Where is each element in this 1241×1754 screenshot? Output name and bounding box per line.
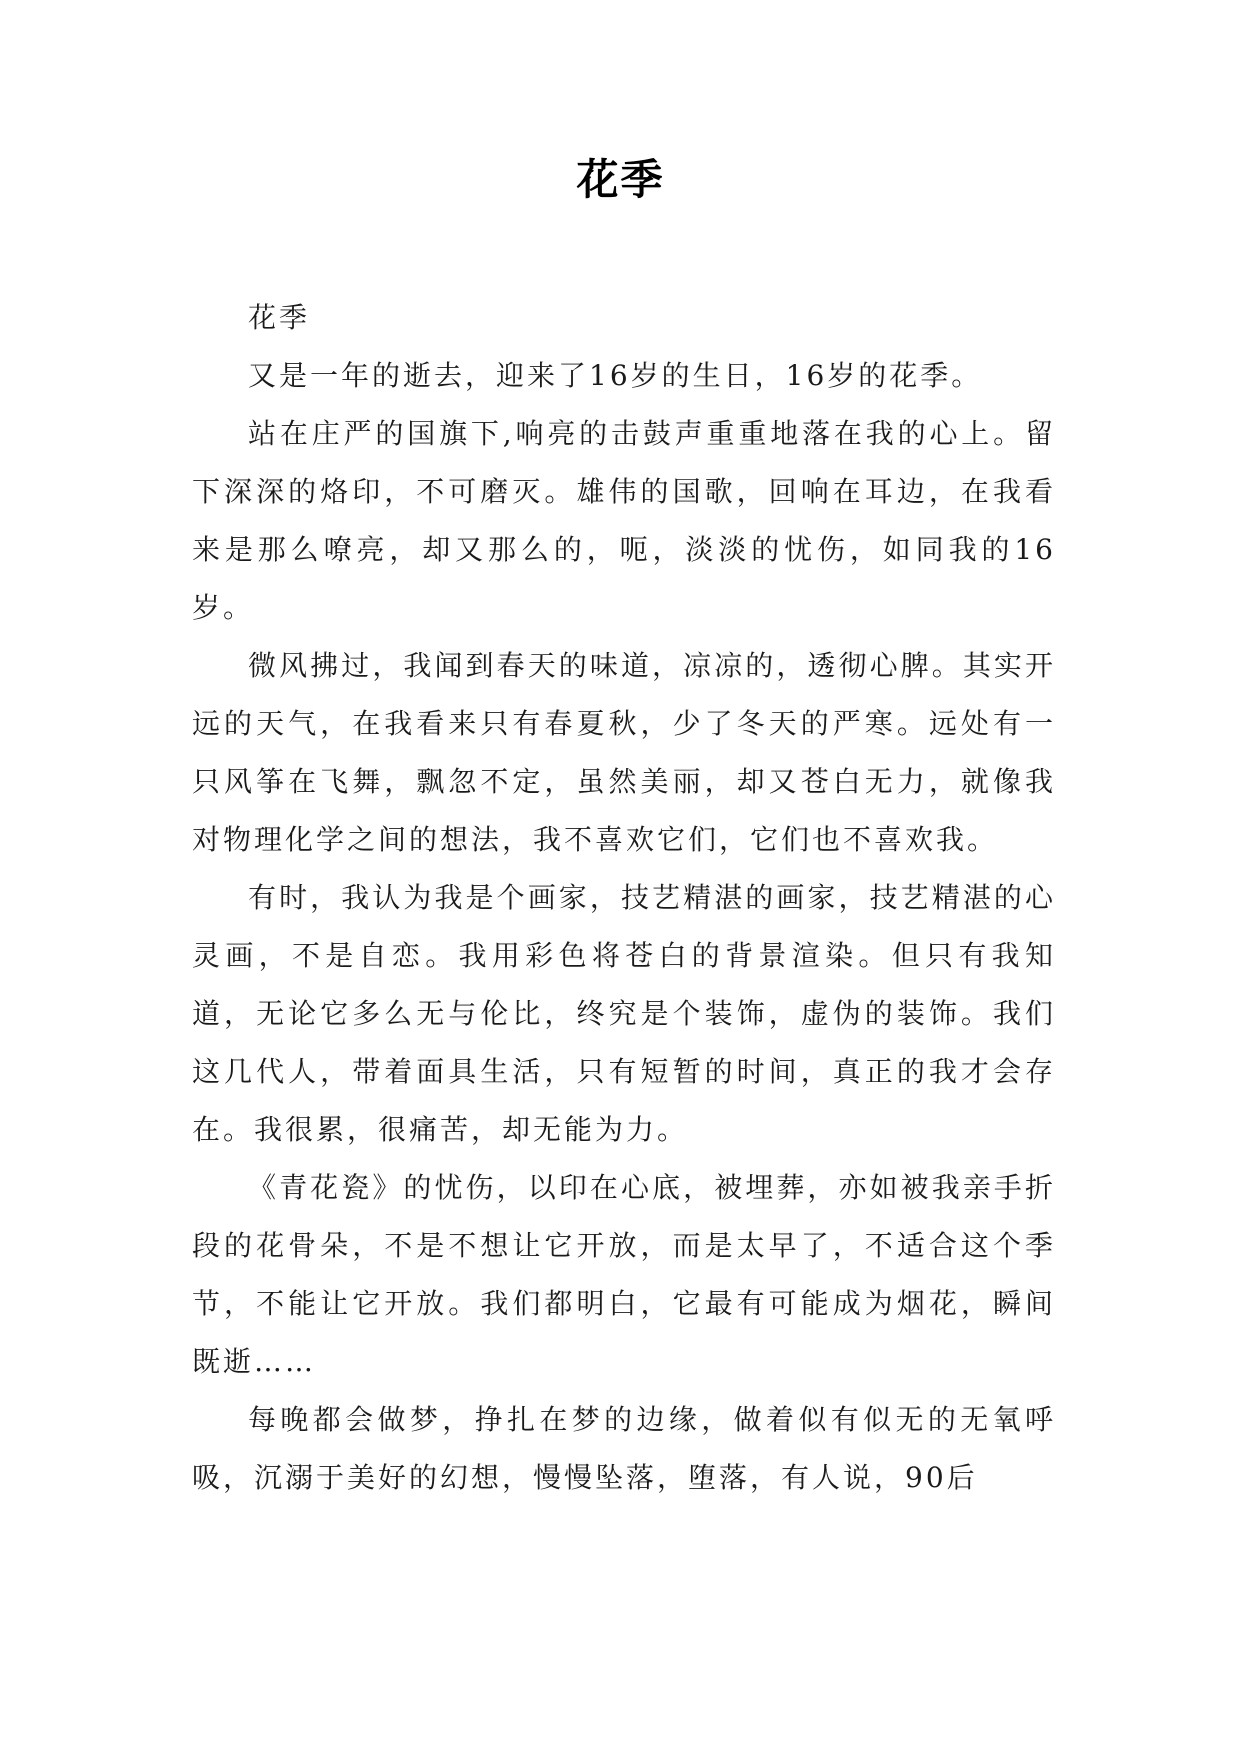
paragraph: 有时，我认为我是个画家，技艺精湛的画家，技艺精湛的心灵画，不是自恋。我用彩色将苍白的背景渲染。但只有我知道，无论它多么无与伦比，终究是个装饰，虚伪的装饰。我们这几代人，带着面具生活，只有短暂的时间，真正的我才会存在。我很累，很痛苦，却无能为力。 — [192, 881, 1056, 1146]
paragraph: 站在庄严的国旗下,响亮的击鼓声重重地落在我的心上。留下深深的烙印，不可磨灭。雄伟的国歌，回响在耳边，在我看来是那么嘹亮，却又那么的，呃，淡淡的忧伤，如同我的16岁。 — [192, 417, 1056, 624]
paragraph: 又是一年的逝去，迎来了16岁的生日，16岁的花季。 — [248, 359, 983, 392]
paragraph: 微风拂过，我闻到春天的味道，凉凉的，透彻心脾。其实开远的天气，在我看来只有春夏秋，少了冬天的严寒。远处有一只风筝在飞舞，飘忽不定，虽然美丽，却又苍白无力，就像我对物理化学之间的想法，我不喜欢它们，它们也不喜欢我。 — [192, 649, 1056, 856]
paragraph: 每晚都会做梦，挣扎在梦的边缘，做着似有似无的无氧呼吸，沉溺于美好的幻想，慢慢坠落，堕落，有人说，90后 — [192, 1403, 1056, 1494]
document-body — [192, 289, 1056, 1507]
paragraph: 花季 — [248, 301, 311, 334]
paragraph: 《青花瓷》的忧伤，以印在心底，被埋葬，亦如被我亲手折段的花骨朵，不是不想让它开放，而是太早了，不适合这个季节，不能让它开放。我们都明白，它最有可能成为烟花，瞬间既逝…… — [192, 1171, 1056, 1378]
document-title: 花季 — [576, 155, 665, 204]
